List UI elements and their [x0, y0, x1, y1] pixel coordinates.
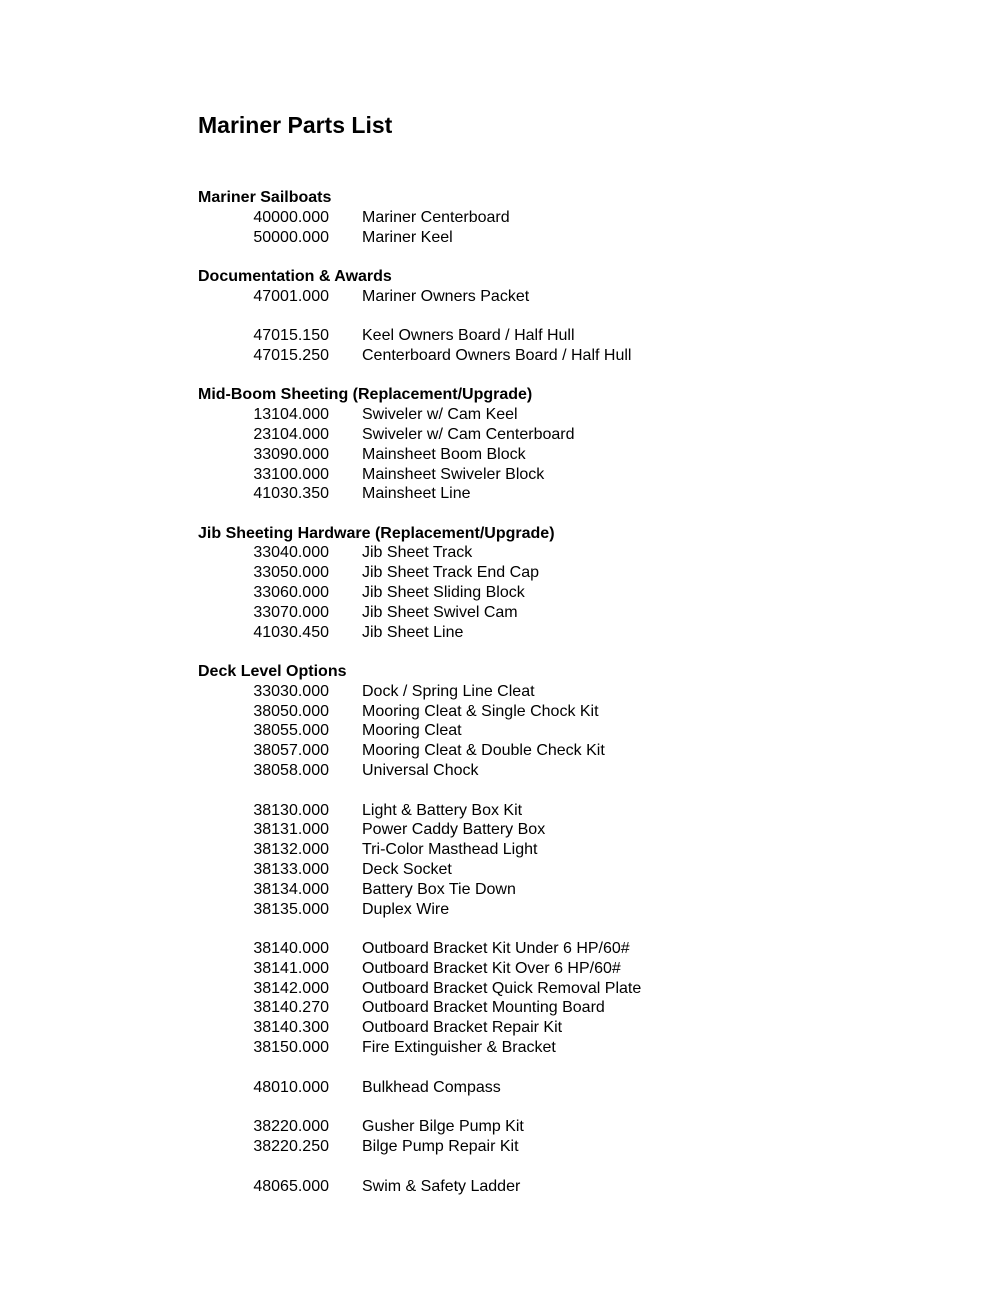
part-number: 33030.000 [253, 682, 329, 700]
part-row [198, 1018, 958, 1038]
part-row [198, 405, 958, 425]
part-description: Mainsheet Line [362, 485, 471, 503]
part-number: 50000.000 [253, 228, 329, 246]
part-row [198, 959, 958, 979]
part-row [198, 840, 958, 860]
part-row [198, 228, 958, 248]
section-header: Documentation & Awards [198, 267, 392, 285]
part-number: 38130.000 [253, 801, 329, 819]
section-header: Mariner Sailboats [198, 189, 332, 206]
part-description: Outboard Bracket Quick Removal Plate [362, 979, 642, 997]
part-number: 38058.000 [253, 761, 329, 779]
part-description: Light & Battery Box Kit [362, 801, 523, 819]
part-description: Duplex Wire [362, 900, 450, 918]
part-row [198, 287, 958, 307]
part-row [198, 860, 958, 880]
part-description: Jib Sheet Track [362, 544, 473, 562]
part-description: Bilge Pump Repair Kit [362, 1138, 519, 1156]
part-description: Fire Extinguisher & Bracket [362, 1039, 556, 1057]
part-description: Jib Sheet Swivel Cam [362, 603, 518, 621]
part-row [198, 820, 958, 840]
part-number: 48010.000 [253, 1078, 329, 1096]
parts-section [198, 385, 958, 504]
part-number: 47001.000 [253, 287, 329, 305]
part-number: 33100.000 [253, 465, 329, 483]
part-row [198, 1117, 958, 1137]
part-description: Power Caddy Battery Box [362, 821, 546, 839]
part-description: Keel Owners Board / Half Hull [362, 327, 575, 345]
part-number: 48065.000 [253, 1177, 329, 1195]
part-description: Mooring Cleat & Single Chock Kit [362, 702, 599, 720]
part-number: 33050.000 [253, 564, 329, 582]
part-number: 33090.000 [253, 445, 329, 463]
part-description: Outboard Bracket Kit Under 6 HP/60# [362, 940, 630, 958]
part-description: Swiveler w/ Cam Keel [362, 406, 518, 424]
row-spacer [198, 1097, 958, 1117]
row-spacer [198, 1157, 958, 1177]
part-number: 38055.000 [253, 722, 329, 740]
part-description: Jib Sheet Track End Cap [362, 564, 539, 582]
part-row [198, 543, 958, 563]
part-description: Tri-Color Masthead Light [362, 841, 538, 859]
part-number: 38057.000 [253, 742, 329, 760]
part-number: 38135.000 [253, 900, 329, 918]
part-number: 38134.000 [253, 880, 329, 898]
section-header: Jib Sheeting Hardware (Replacement/Upgrade) [198, 524, 555, 542]
part-description: Deck Socket [362, 860, 452, 878]
part-row [198, 346, 958, 366]
part-description: Mariner Keel [362, 228, 453, 246]
part-row [198, 880, 958, 900]
part-description: Mariner Owners Packet [362, 287, 530, 305]
part-description: Universal Chock [362, 761, 479, 779]
part-row [198, 741, 958, 761]
row-spacer [198, 919, 958, 939]
part-description: Outboard Bracket Repair Kit [362, 1019, 563, 1037]
part-number: 47015.250 [253, 347, 329, 365]
part-description: Mooring Cleat & Double Check Kit [362, 742, 605, 760]
part-number: 38141.000 [253, 959, 329, 977]
part-description: Mooring Cleat [362, 722, 462, 740]
part-number: 38133.000 [253, 860, 329, 878]
part-number: 23104.000 [253, 425, 329, 443]
parts-section [198, 524, 958, 643]
row-spacer [198, 306, 958, 326]
part-number: 38132.000 [253, 841, 329, 859]
part-number: 38140.000 [253, 940, 329, 958]
part-number: 33070.000 [253, 603, 329, 621]
part-description: Mainsheet Swiveler Block [362, 465, 545, 483]
part-description: Battery Box Tie Down [362, 880, 516, 898]
part-row [198, 603, 958, 623]
part-number: 38140.300 [253, 1019, 329, 1037]
section-header: Deck Level Options [198, 662, 347, 680]
part-number: 38220.250 [253, 1138, 329, 1156]
part-row [198, 979, 958, 999]
part-row [198, 563, 958, 583]
part-description: Bulkhead Compass [362, 1078, 501, 1096]
part-description: Mainsheet Boom Block [362, 445, 526, 463]
part-row [198, 583, 958, 603]
part-number: 38220.000 [253, 1118, 329, 1136]
parts-section [198, 267, 958, 366]
page-title: Mariner Parts List [198, 112, 393, 138]
part-row [198, 801, 958, 821]
part-row [198, 998, 958, 1018]
part-number: 47015.150 [253, 327, 329, 345]
part-description: Swim & Safety Ladder [362, 1177, 521, 1195]
part-description: Dock / Spring Line Cleat [362, 682, 535, 700]
part-row [198, 939, 958, 959]
part-row [198, 1137, 958, 1157]
part-row [198, 1078, 958, 1098]
row-spacer [198, 781, 958, 801]
part-row [198, 682, 958, 702]
part-number: 41030.350 [253, 485, 329, 503]
part-description: Mariner Centerboard [362, 208, 510, 226]
row-spacer [198, 1058, 958, 1078]
part-row [198, 326, 958, 346]
part-row [198, 721, 958, 741]
part-row [198, 623, 958, 643]
parts-list [198, 188, 958, 1196]
part-description: Outboard Bracket Kit Over 6 HP/60# [362, 959, 621, 977]
part-description: Swiveler w/ Cam Centerboard [362, 425, 575, 443]
part-row [198, 702, 958, 722]
part-row [198, 465, 958, 485]
part-description: Jib Sheet Line [362, 623, 464, 641]
part-row [198, 445, 958, 465]
part-row [198, 1038, 958, 1058]
part-number: 38050.000 [253, 702, 329, 720]
part-row [198, 425, 958, 445]
part-description: Gusher Bilge Pump Kit [362, 1118, 524, 1136]
part-description: Centerboard Owners Board / Half Hull [362, 347, 632, 365]
part-number: 38140.270 [253, 999, 329, 1017]
part-number: 38131.000 [253, 821, 329, 839]
part-number: 41030.450 [253, 623, 329, 641]
part-row [198, 900, 958, 920]
part-number: 40000.000 [253, 208, 329, 226]
part-number: 38150.000 [253, 1039, 329, 1057]
part-description: Outboard Bracket Mounting Board [362, 999, 605, 1017]
part-row [198, 761, 958, 781]
part-number: 33040.000 [253, 544, 329, 562]
part-row [198, 1177, 958, 1197]
parts-section [198, 662, 958, 1197]
document-page [198, 108, 958, 1216]
part-number: 38142.000 [253, 979, 329, 997]
part-number: 33060.000 [253, 584, 329, 602]
section-header: Mid-Boom Sheeting (Replacement/Upgrade) [198, 386, 533, 404]
parts-section [198, 188, 958, 247]
part-description: Jib Sheet Sliding Block [362, 584, 525, 602]
part-number: 13104.000 [253, 406, 329, 424]
part-row [198, 208, 958, 228]
part-row [198, 484, 958, 504]
